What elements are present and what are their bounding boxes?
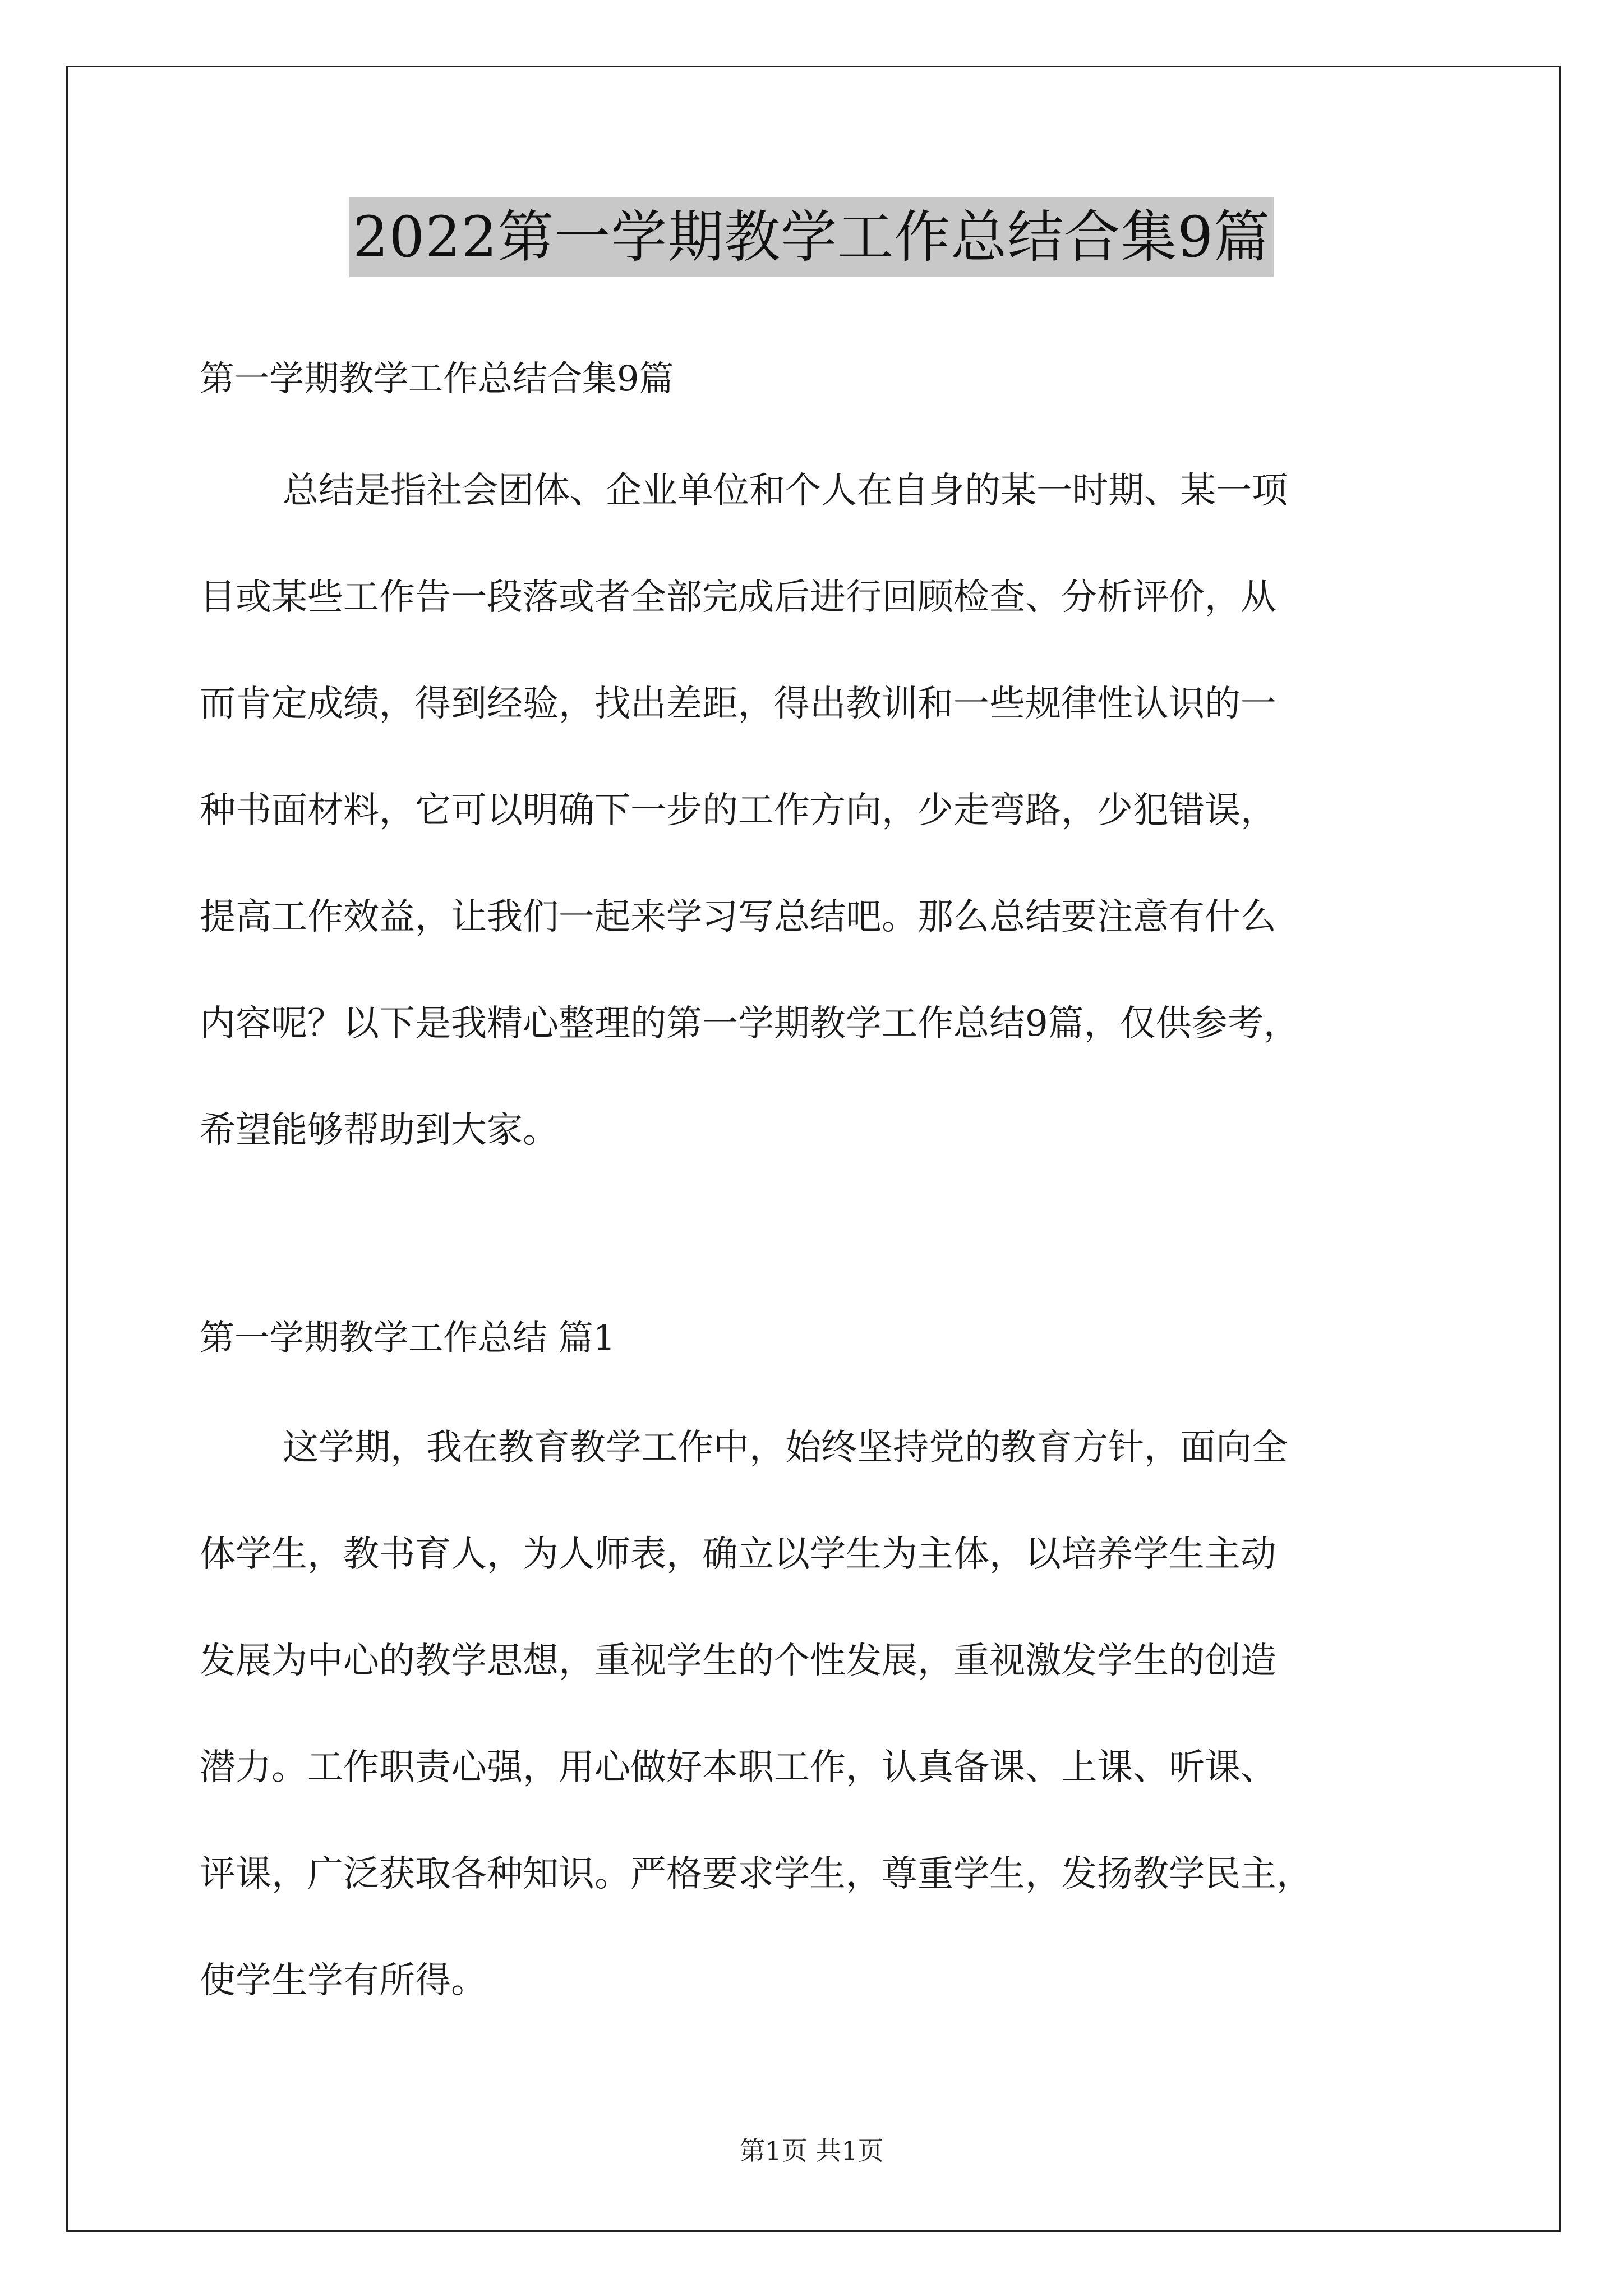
intro-line: 种书面材料，它可以明确下一步的工作方向，少走弯路，少犯错误， <box>200 790 1276 831</box>
section-1-paragraph <box>200 1395 1433 2034</box>
intro-line: 希望能够帮助到大家。 <box>200 1110 559 1151</box>
section-heading: 第一学期教学工作总结 篇1 <box>200 1317 616 1358</box>
section-1-heading-block <box>200 1304 1433 1372</box>
intro-paragraph <box>200 438 1433 1184</box>
intro-line: 提高工作效益，让我们一起来学习写总结吧。那么总结要注意有什么 <box>200 896 1276 938</box>
section-line: 评课，广泛获取各种知识。严格要求学生，尊重学生，发扬教学民主， <box>200 1853 1312 1895</box>
subtitle-block <box>200 345 1433 412</box>
intro-line: 内容呢？以下是我精心整理的第一学期教学工作总结9篇，仅供参考， <box>200 1003 1299 1045</box>
section-line: 体学生，教书育人，为人师表，确立以学生为主体，以培养学生主动 <box>200 1534 1276 1575</box>
section-line: 潜力。工作职责心强，用心做好本职工作，认真备课、上课、听课、 <box>200 1747 1276 1788</box>
section-line: 这学期，我在教育教学工作中，始终坚持党的教育方针，面向全 <box>283 1427 1288 1469</box>
intro-line: 总结是指社会团体、企业单位和个人在自身的某一时期、某一项 <box>283 470 1288 512</box>
section-line: 使学生学有所得。 <box>200 1960 487 2001</box>
title-container <box>0 197 1623 277</box>
document-title: 2022第一学期教学工作总结合集9篇 <box>349 197 1274 277</box>
intro-line: 而肯定成绩，得到经验，找出差距，得出教训和一些规律性认识的一 <box>200 683 1276 725</box>
intro-line: 目或某些工作告一段落或者全部完成后进行回顾检查、分析评价，从 <box>200 577 1276 618</box>
document-subtitle: 第一学期教学工作总结合集9篇 <box>200 358 674 399</box>
page-footer: 第1页 共1页 <box>739 2136 884 2166</box>
section-line: 发展为中心的教学思想，重视学生的个性发展，重视激发学生的创造 <box>200 1640 1276 1682</box>
